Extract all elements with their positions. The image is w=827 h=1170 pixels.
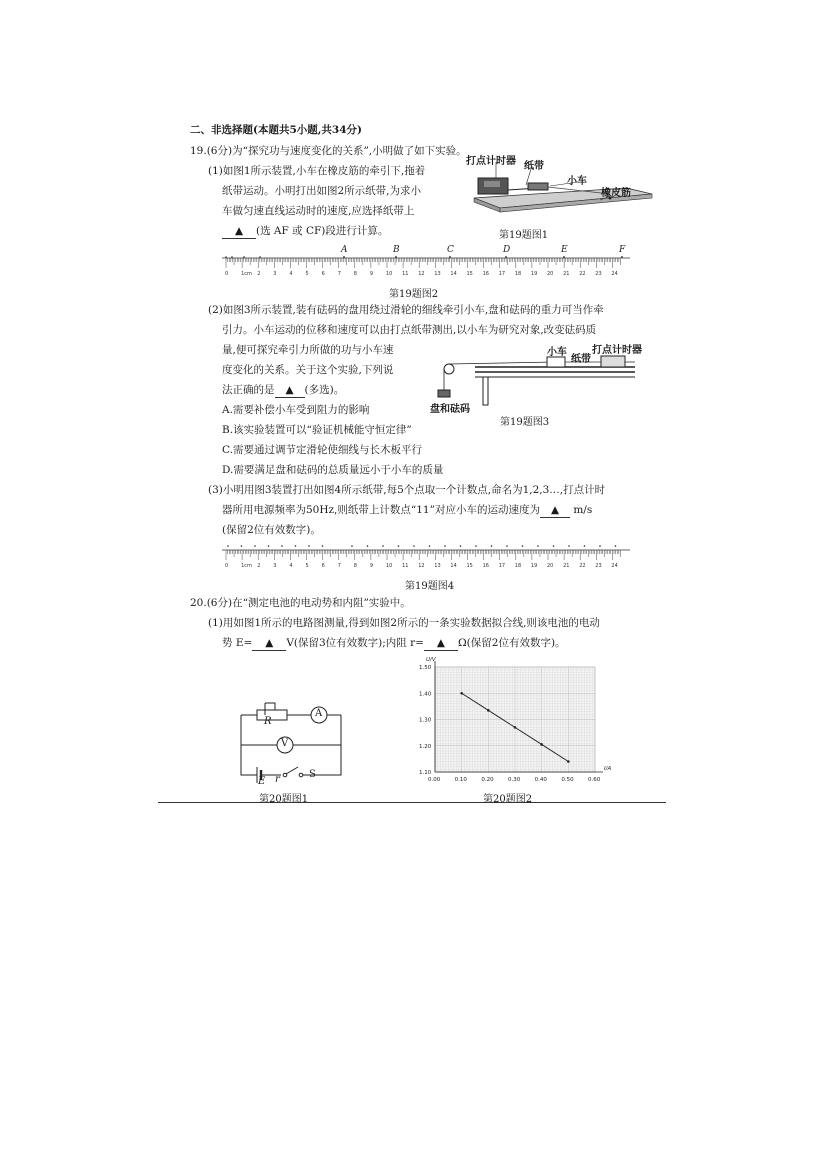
q20-line2-b: V(保留3位有效数字);内阻 r= xyxy=(286,637,424,649)
ruler-number: 0 xyxy=(225,563,229,569)
tape-dot xyxy=(351,545,353,547)
tape-dot xyxy=(429,545,431,547)
tape-letter: B xyxy=(393,245,400,255)
tape-dot xyxy=(506,545,508,547)
tape-dot xyxy=(599,545,601,547)
ruler-number: 8 xyxy=(353,271,357,277)
ruler-number: 10 xyxy=(386,563,393,569)
answer-blank[interactable]: ▲ xyxy=(252,636,286,651)
tape-dot xyxy=(243,256,245,258)
ruler-number: 11 xyxy=(402,271,409,277)
tape-dot xyxy=(449,256,451,258)
tape-dot xyxy=(413,545,415,547)
q19-p1-tail: (选 AF 或 CF)段进行计算。 xyxy=(256,225,389,237)
tape-dot xyxy=(367,545,369,547)
fig20-2-caption: 第20题图2 xyxy=(483,794,533,805)
ruler-number: 24 xyxy=(611,271,618,277)
ruler-number: 20 xyxy=(547,563,554,569)
tape-dot xyxy=(343,256,345,258)
ruler-number: 3 xyxy=(273,271,277,277)
ruler-number: 10 xyxy=(386,271,393,277)
data-point xyxy=(460,692,463,695)
q19-p1-line4 xyxy=(222,224,388,239)
tape-dot xyxy=(398,545,400,547)
ruler-number: 22 xyxy=(579,271,586,277)
ruler-number: 18 xyxy=(514,271,522,277)
tape-dot xyxy=(227,545,229,547)
tape-dot xyxy=(537,545,539,547)
label-cart: 小车 xyxy=(567,176,587,187)
tape-dot xyxy=(491,545,493,547)
ruler-number: 19 xyxy=(530,563,538,569)
label-R: R xyxy=(264,716,272,727)
option-b: B.该实验装置可以“验证机械能守恒定律” xyxy=(222,424,412,436)
ruler-number: 16 xyxy=(482,271,489,277)
ruler-number: 7 xyxy=(337,563,341,569)
q20-line2-a: 势 E= xyxy=(222,637,253,649)
fig20-2-chart xyxy=(400,655,610,790)
ruler-number: 5 xyxy=(305,271,309,277)
x-tick-label: 0.00 xyxy=(428,777,441,783)
tape-dot xyxy=(295,545,297,547)
ruler-number: 1cm xyxy=(241,271,252,277)
q19-p2-line3: 量,便可探究牵引力所做的功与小车速 xyxy=(222,344,394,356)
tape-dot xyxy=(615,545,617,547)
ruler-number: 9 xyxy=(369,271,374,277)
tape-dot xyxy=(225,256,227,258)
fig19-2-tape xyxy=(222,240,632,282)
data-point xyxy=(567,760,570,763)
tape-dot xyxy=(563,256,565,258)
label-voltmeter: V xyxy=(281,738,289,749)
q20-line2 xyxy=(222,636,566,651)
q20-line1: (1)用如图1所示的电路图测量,得到如图2所示的一条实验数据拟合线,则该电池的电动 xyxy=(208,617,600,629)
ruler-number: 14 xyxy=(450,271,457,277)
q19-p3-line1: (3)小明用图3装置打出如图4所示纸带,每5个点取一个计数点,命名为1,2,3…,打点计时 xyxy=(208,484,606,496)
fig19-4-tape xyxy=(222,540,632,574)
option-d: D.需要满足盘和砝码的总质量远小于小车的质量 xyxy=(222,464,444,476)
tape-dot xyxy=(444,545,446,547)
ruler-number: 22 xyxy=(579,563,586,569)
ruler-number: 5 xyxy=(305,563,309,569)
label-rubber: 橡皮筋 xyxy=(601,188,631,199)
ruler-number: 23 xyxy=(595,563,602,569)
ruler-number: 15 xyxy=(466,271,473,277)
data-point xyxy=(540,743,543,746)
ruler-number: 18 xyxy=(514,563,522,569)
tape-dot xyxy=(522,545,524,547)
answer-blank[interactable]: ▲ xyxy=(424,636,458,651)
data-point xyxy=(514,726,517,729)
x-tick-label: 0.40 xyxy=(534,777,547,783)
ruler-number: 3 xyxy=(273,563,277,569)
label-timer: 打点计时器 xyxy=(466,156,516,167)
tape-dot xyxy=(268,545,270,547)
q19-p1-line1: (1)如图1所示装置,小车在橡皮筋的牵引下,拖着 xyxy=(208,165,426,177)
q19-p3-line3: (保留2位有效数字)。 xyxy=(222,524,321,536)
label-E: E xyxy=(258,776,266,787)
tape-letter: A xyxy=(341,245,348,255)
ruler-number: 23 xyxy=(595,271,602,277)
ruler-number: 8 xyxy=(353,563,357,569)
q19-p2-line2: 引力。小车运动的位移和速度可以由打点纸带测出,以小车为研究对象,改变砝码质 xyxy=(222,324,597,336)
tape-dot xyxy=(553,545,555,547)
ruler-number: 16 xyxy=(482,563,489,569)
fig19-1-caption: 第19题图1 xyxy=(499,230,549,241)
label-ammeter: A xyxy=(315,708,323,719)
label-S: S xyxy=(309,769,316,780)
tape-dot xyxy=(308,545,310,547)
label-cart-3: 小车 xyxy=(547,347,567,358)
ruler-number: 0 xyxy=(225,271,229,277)
tape-dot xyxy=(281,545,283,547)
y-tick-label: 1.50 xyxy=(419,665,432,671)
tape-dot xyxy=(259,256,261,258)
ruler-number: 6 xyxy=(321,563,325,569)
x-tick-label: 0.10 xyxy=(454,777,467,783)
ruler-number: 11 xyxy=(402,563,409,569)
ruler-number: 12 xyxy=(418,271,425,277)
ruler-number: 21 xyxy=(563,271,570,277)
q19-p1-line3: 车做匀速直线运动时的速度,应选择纸带上 xyxy=(222,205,415,217)
fig19-2-caption: 第19题图2 xyxy=(389,289,439,300)
ruler-number: 4 xyxy=(289,563,293,569)
data-point xyxy=(487,709,490,712)
ruler-number: 7 xyxy=(337,271,341,277)
fig20-1-caption: 第20题图1 xyxy=(259,794,309,805)
ruler-number: 17 xyxy=(498,563,506,569)
tape-letter: E xyxy=(561,245,568,255)
x-tick-label: 0.30 xyxy=(508,777,521,783)
y-axis-label: U/V xyxy=(426,657,436,663)
label-pan: 盘和砝码 xyxy=(430,404,470,415)
tape-dot xyxy=(475,545,477,547)
q19-p1-line2: 纸带运动。小明打出如图2所示纸带,为求小 xyxy=(222,185,422,197)
label-r: r xyxy=(275,774,280,785)
ruler-number: 4 xyxy=(289,271,293,277)
ruler-number: 20 xyxy=(547,271,554,277)
q19-p3-line2-pre: 器所用电源频率为50Hz,则纸带上计数点“11”对应小车的运动速度为 xyxy=(222,504,540,516)
tape-dot xyxy=(231,256,233,258)
tape-dot xyxy=(322,545,324,547)
label-timer-3: 打点计时器 xyxy=(592,345,642,356)
y-tick-label: 1.20 xyxy=(419,743,432,750)
fig19-4-caption: 第19题图4 xyxy=(405,581,455,592)
ruler-number: 17 xyxy=(498,271,506,277)
q19-p3-line2 xyxy=(222,503,592,518)
y-tick-label: 1.40 xyxy=(419,691,432,698)
tape-letter: F xyxy=(619,245,626,255)
ruler-number: 21 xyxy=(563,563,570,569)
ruler-number: 2 xyxy=(257,271,261,277)
q19-p2-line5 xyxy=(222,383,344,398)
ruler-number: 13 xyxy=(434,563,441,569)
q20-line2-c: Ω(保留2位有效数字)。 xyxy=(457,637,566,649)
fig20-1-circuit xyxy=(235,695,350,785)
tape-dot xyxy=(621,256,623,258)
x-axis-label: I/A xyxy=(604,766,612,772)
ruler-number: 2 xyxy=(257,563,261,569)
bottom-rule xyxy=(158,802,666,803)
ruler-number: 12 xyxy=(418,563,425,569)
x-tick-label: 0.60 xyxy=(588,777,601,783)
ruler-number: 1cm xyxy=(241,563,252,569)
ruler-number: 24 xyxy=(611,563,618,569)
y-tick-label: 1.10 xyxy=(419,770,432,776)
tape-dot xyxy=(395,256,397,258)
q19-stem: 19.(6分)为“探究功与速度变化的关系”,小明做了如下实验。 xyxy=(190,145,467,157)
tape-dot xyxy=(382,545,384,547)
tape-dot xyxy=(568,545,570,547)
q19-p3-unit: m/s xyxy=(573,504,593,516)
q19-p2-line4: 度变化的关系。关于这个实验,下列说 xyxy=(222,364,394,376)
section-title: 二、非选择题(本题共5小题,共34分) xyxy=(190,124,363,136)
x-tick-label: 0.20 xyxy=(481,777,494,783)
ruler-number: 9 xyxy=(369,563,374,569)
tape-letter: C xyxy=(447,245,454,255)
ruler-number: 6 xyxy=(321,271,325,277)
ruler-number: 14 xyxy=(450,563,457,569)
ruler-number: 13 xyxy=(434,271,441,277)
tape-dot xyxy=(505,256,507,258)
y-tick-label: 1.30 xyxy=(419,717,432,724)
label-tape-3: 纸带 xyxy=(571,354,591,365)
q20-stem: 20.(6分)在“测定电池的电动势和内阻”实验中。 xyxy=(190,597,411,609)
option-a: A.需要补偿小车受到阻力的影响 xyxy=(222,404,370,416)
label-tape: 纸带 xyxy=(524,161,544,172)
x-tick-label: 0.50 xyxy=(561,777,574,783)
tape-dot xyxy=(241,545,243,547)
answer-blank[interactable]: ▲ xyxy=(222,224,256,239)
q19-p2-line5-post: (多选)。 xyxy=(304,384,345,396)
tape-letter: D xyxy=(503,245,511,255)
ruler-number: 19 xyxy=(530,271,538,277)
tape-dot xyxy=(254,545,256,547)
q19-p2-line5-pre: 法正确的是 xyxy=(222,384,275,396)
tape-dot xyxy=(584,545,586,547)
answer-blank[interactable]: ▲ xyxy=(275,383,305,398)
q19-p2-line1: (2)如图3所示装置,装有砝码的盘用绕过滑轮的细线牵引小车,盘和砝码的重力可当作牵 xyxy=(208,304,604,316)
ruler-number: 15 xyxy=(466,563,473,569)
fig19-3-caption: 第19题图3 xyxy=(500,417,550,428)
option-c: C.需要通过调节定滑轮使细线与长木板平行 xyxy=(222,444,422,456)
answer-blank[interactable]: ▲ xyxy=(540,503,570,518)
tape-dot xyxy=(460,545,462,547)
